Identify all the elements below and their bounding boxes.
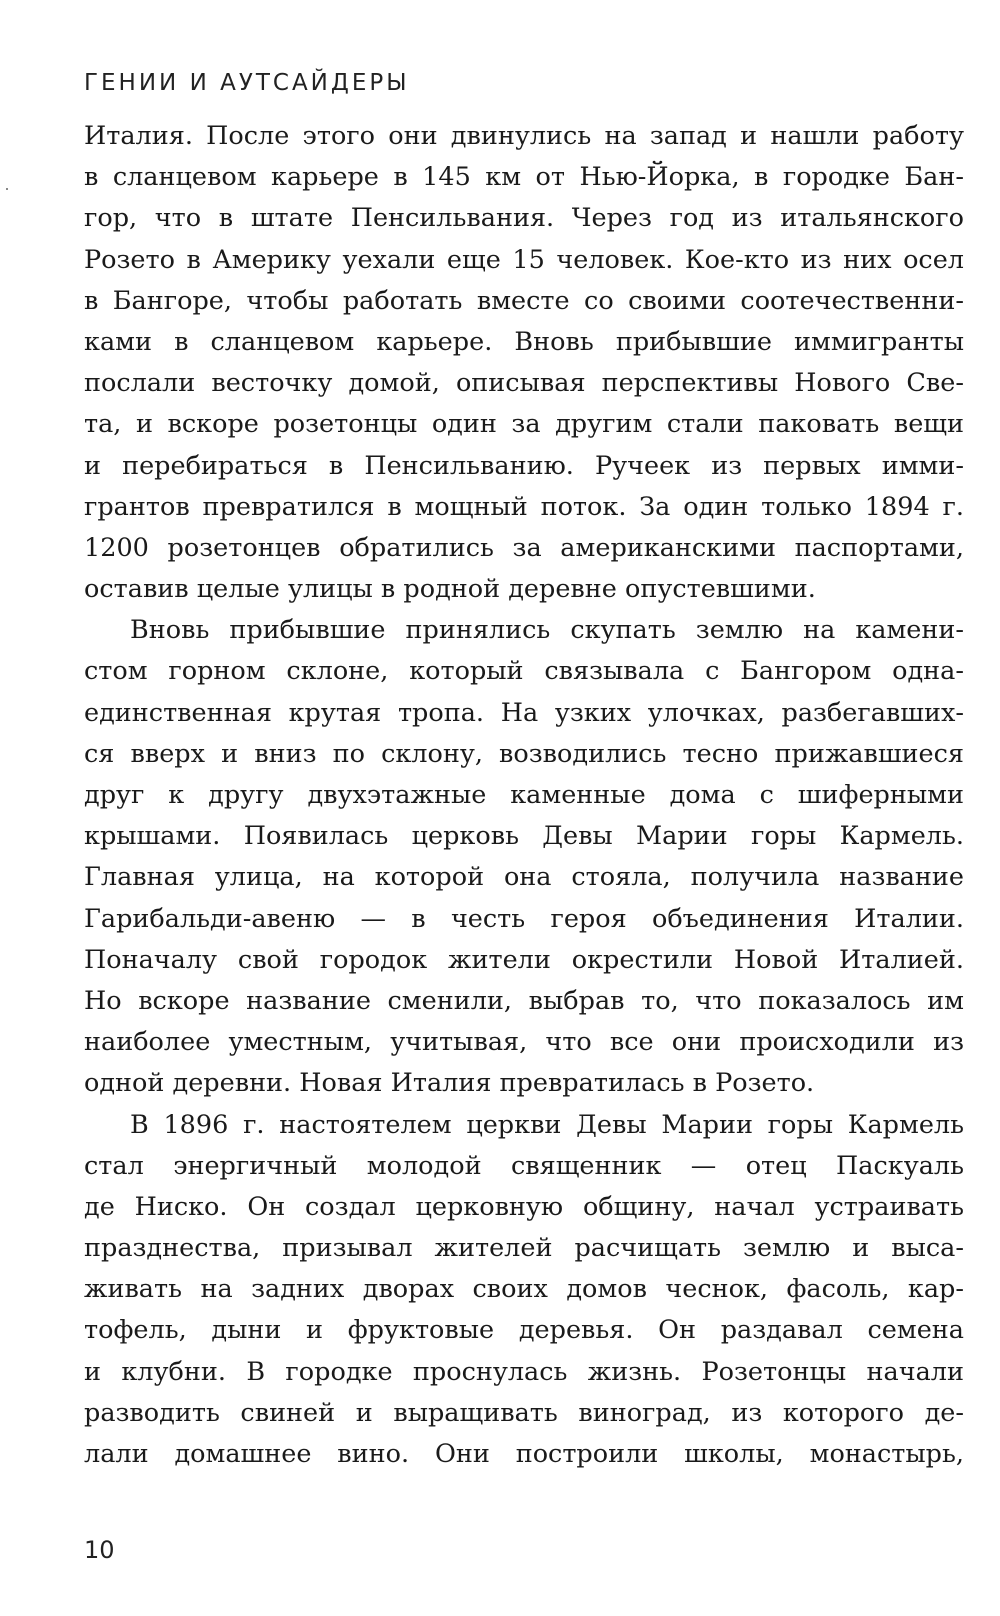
text-line: Италия. После этого они двинулись на запад и нашли работу: [84, 121, 964, 151]
text-line: лали домашнее вино. Они построили школы, монастырь,: [84, 1439, 964, 1469]
text-line: Вновь прибывшие принялись скупать землю на камени-: [130, 615, 964, 646]
text-line: гор, что в штате Пенсильвания. Через год из итальянского: [84, 203, 964, 234]
text-line: друг к другу двухэтажные каменные дома с шиферными: [84, 780, 964, 810]
text-line: единственная крутая тропа. На узких улочках, разбегавших-: [84, 697, 964, 728]
text-line: стал энергичный молодой священник — отец Паскуаль: [84, 1150, 964, 1181]
text-line: Главная улица, на которой она стояла, получила название: [84, 862, 964, 893]
text-line: оставив целые улицы в родной деревне опустевшими.: [84, 574, 816, 605]
text-line: и клубни. В городке проснулась жизнь. Розетонцы начали: [84, 1356, 964, 1387]
text-line: живать на задних дворах своих домов чеснок, фасоль, кар-: [84, 1274, 964, 1305]
body-text: [84, 116, 964, 1475]
text-line: Розето в Америку уехали еще 15 человек. Кое-кто из них осел: [84, 244, 964, 275]
running-head: ГЕНИИ И АУТСАЙДЕРЫ: [84, 70, 410, 96]
text-line: наиболее уместным, учитывая, что все они происходили из: [84, 1027, 964, 1058]
text-line: одной деревни. Новая Италия превратилась в Розето.: [84, 1068, 815, 1099]
text-line: в сланцевом карьере в 145 км от Нью-Йорка, в городке Бан-: [84, 162, 964, 193]
page-number: 10: [84, 1536, 115, 1564]
text-line: празднества, призывал жителей расчищать землю и выса-: [84, 1233, 964, 1264]
text-line: Гарибальди-авеню — в честь героя объединения Италии.: [84, 903, 964, 934]
text-line: грантов превратился в мощный поток. За один только 1894 г.: [84, 491, 964, 522]
text-line: В 1896 г. настоятелем церкви Девы Марии горы Кармель: [130, 1109, 964, 1140]
text-line: послали весточку домой, описывая перспективы Нового Све-: [84, 368, 964, 399]
text-line: в Бангоре, чтобы работать вместе со своими соотечественни-: [84, 285, 964, 316]
text-line: та, и вскоре розетонцы один за другим стали паковать вещи: [84, 409, 964, 440]
text-line: Поначалу свой городок жители окрестили Новой Италией.: [84, 944, 964, 975]
text-line: разводить свиней и выращивать виноград, из которого де-: [84, 1397, 964, 1428]
text-line: 1200 розетонцев обратились за американскими паспортами,: [84, 532, 964, 563]
text-line: ся вверх и вниз по склону, возводились тесно прижавшиеся: [84, 738, 964, 769]
text-line: стом горном склоне, который связывала с Бангором одна-: [84, 656, 964, 687]
text-line: крышами. Появилась церковь Девы Марии горы Кармель.: [84, 821, 964, 852]
text-line: ками в сланцевом карьере. Вновь прибывшие иммигранты: [84, 326, 964, 357]
text-line: тофель, дыни и фруктовые деревья. Он раздавал семена: [84, 1315, 964, 1346]
text-line: Но вскоре название сменили, выбрав то, что показалось им: [84, 985, 964, 1016]
text-line: де Ниско. Он создал церковную общину, начал устраивать: [84, 1191, 964, 1222]
text-line: и перебираться в Пенсильванию. Ручеек из первых имми-: [84, 450, 964, 481]
stray-mark: [6, 188, 8, 190]
